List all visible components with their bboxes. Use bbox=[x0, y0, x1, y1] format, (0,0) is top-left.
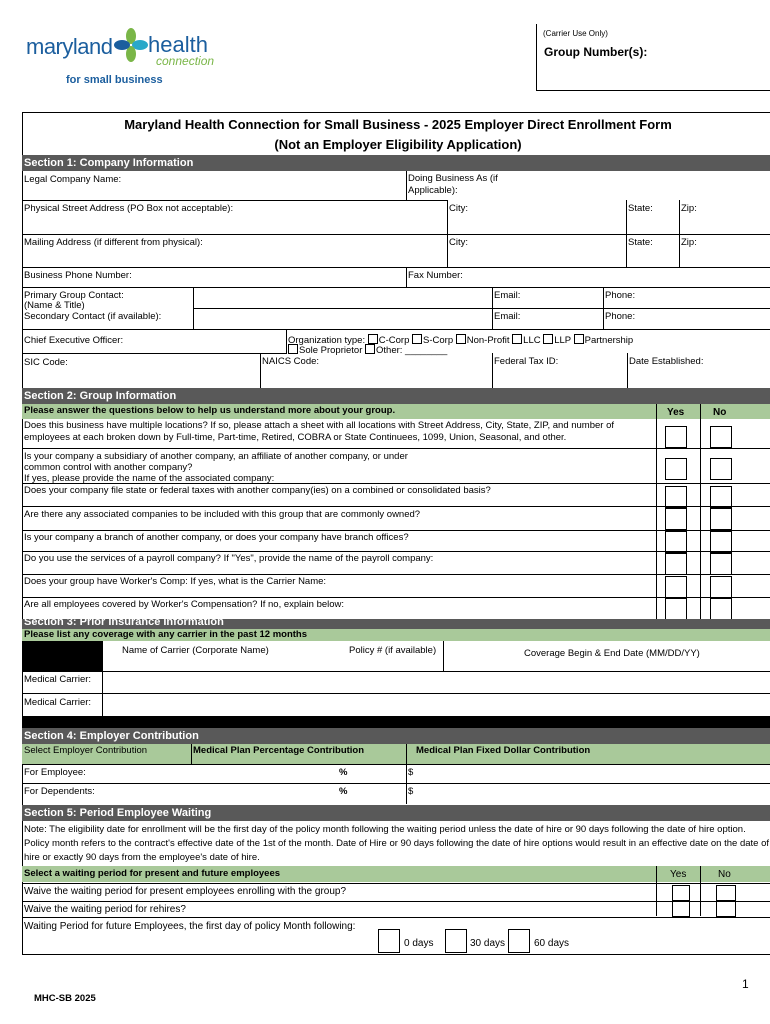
section5-heading: Section 5: Period Employee Waiting bbox=[22, 805, 770, 821]
q5-text: Is your company a branch of another company, or does your company have branch offices? bbox=[24, 532, 409, 543]
select-contribution-header: Select Employer Contribution bbox=[24, 745, 148, 756]
medical-carrier-2-label: Medical Carrier: bbox=[24, 697, 92, 708]
sixty-days-label: 60 days bbox=[534, 938, 570, 949]
section3-black-bar bbox=[22, 716, 770, 728]
q3-text: Does your company file state or federal taxes with another company(ies) on a combined or consolidated basis? bbox=[24, 485, 491, 496]
name-title-label: (Name & Title) bbox=[24, 300, 85, 311]
section3-black-cell bbox=[22, 641, 102, 671]
mailing-address-label: Mailing Address (if different from physical): bbox=[24, 237, 203, 248]
org-type-label: Organization type: bbox=[288, 335, 366, 346]
non-profit-label: Non-Profit bbox=[466, 335, 510, 346]
carrier-name-header: Name of Carrier (Corporate Name) bbox=[122, 645, 269, 656]
q7-no-checkbox[interactable] bbox=[710, 576, 732, 598]
zip-label-2: Zip: bbox=[681, 237, 697, 248]
partnership-checkbox[interactable] bbox=[574, 334, 584, 344]
group-numbers-label: Group Number(s): bbox=[544, 45, 648, 59]
q4-text: Are there any associated companies to be included with this group that are commonly owned? bbox=[24, 509, 421, 520]
employee-dollar: $ bbox=[408, 767, 414, 778]
sole-proprietor-checkbox[interactable] bbox=[288, 344, 298, 354]
for-employee-label: For Employee: bbox=[24, 767, 86, 778]
section5-instruction-text: Select a waiting period for present and future employees bbox=[24, 868, 281, 879]
section2-instruction bbox=[22, 404, 770, 419]
no-header-2: No bbox=[718, 869, 731, 880]
waive-rehires-yes-checkbox[interactable] bbox=[672, 901, 690, 917]
federal-tax-label: Federal Tax ID: bbox=[494, 356, 559, 367]
q3-yes-checkbox[interactable] bbox=[665, 486, 687, 508]
fax-label: Fax Number: bbox=[408, 270, 463, 281]
page-number: 1 bbox=[742, 977, 749, 991]
phone-label-1: Phone: bbox=[605, 290, 636, 301]
q2-yes-checkbox[interactable] bbox=[665, 458, 687, 480]
logo-maryland: maryland bbox=[26, 34, 113, 59]
q7-yes-checkbox[interactable] bbox=[665, 576, 687, 598]
non-profit-checkbox[interactable] bbox=[456, 334, 466, 344]
q4-yes-checkbox[interactable] bbox=[665, 508, 687, 530]
state-label-2: State: bbox=[628, 237, 653, 248]
c-corp-label: C-Corp bbox=[378, 335, 410, 346]
pinwheel-icon bbox=[114, 28, 148, 62]
org-type-row-2 bbox=[288, 344, 447, 356]
q2b-text: common control with another company? bbox=[24, 462, 193, 473]
c-corp-checkbox[interactable] bbox=[368, 334, 378, 344]
llp-label: LLP bbox=[554, 335, 571, 346]
fixed-dollar-header: Medical Plan Fixed Dollar Contribution bbox=[416, 745, 591, 756]
q4-no-checkbox[interactable] bbox=[710, 508, 732, 530]
sole-proprietor-label: Sole Proprietor bbox=[299, 345, 363, 356]
q6-yes-checkbox[interactable] bbox=[665, 553, 687, 575]
secondary-contact-label: Secondary Contact (if available): bbox=[24, 311, 162, 322]
waiting-note: Note: The eligibility date for enrollment will be the first day of the policy month following the waiting period unless the date of hire or 90 days following the date of hire option. Policy month refers to the contract's effective date of the 1st of the month. Date of Hire or 90 days following the date of hire options would result in an effective date on the date of hire or exactly 90 days from the employee's date of hire. bbox=[24, 824, 770, 863]
city-label-1: City: bbox=[449, 203, 468, 214]
partnership-label: Partnership bbox=[584, 335, 634, 346]
section2-instruction-text: Please answer the questions below to help us understand more about your group. bbox=[24, 405, 396, 416]
section4-heading: Section 4: Employer Contribution bbox=[22, 728, 770, 744]
q5-no-checkbox[interactable] bbox=[710, 531, 732, 553]
medical-carrier-1-label: Medical Carrier: bbox=[24, 674, 92, 685]
s-corp-checkbox[interactable] bbox=[412, 334, 422, 344]
section3-instruction bbox=[22, 629, 770, 641]
other-label: Other: ________ bbox=[376, 345, 448, 356]
logo-health: health bbox=[148, 32, 208, 57]
form-code: MHC-SB 2025 bbox=[34, 993, 96, 1004]
q8-text: Are all employees covered by Worker's Compensation? If no, explain below: bbox=[24, 599, 345, 610]
future-employees-text: Waiting Period for future Employees, the first day of policy Month following: bbox=[24, 921, 356, 932]
percentage-header: Medical Plan Percentage Contribution bbox=[193, 745, 365, 756]
employee-pct: % bbox=[339, 767, 348, 778]
physical-address-label: Physical Street Address (PO Box not acceptable): bbox=[24, 203, 234, 214]
q1-text: Does this business have multiple locations? If so, please attach a sheet with all locations with Street Address, City, State, ZIP, and number of employees at each broken down by Full-time, Part-time, Retired, COBRA or State Continuees, 1099, Union, Seasonal, and other. bbox=[24, 420, 615, 443]
ceo-label: Chief Executive Officer: bbox=[24, 335, 124, 346]
thirty-days-label: 30 days bbox=[470, 938, 506, 949]
primary-contact-label: Primary Group Contact: bbox=[24, 290, 124, 301]
s-corp-label: S-Corp bbox=[423, 335, 454, 346]
q2c-text: If yes, please provide the name of the associated company: bbox=[24, 473, 275, 484]
waive-present-text: Waive the waiting period for present employees enrolling with the group? bbox=[24, 886, 347, 897]
q3-no-checkbox[interactable] bbox=[710, 486, 732, 508]
q1-no-checkbox[interactable] bbox=[710, 426, 732, 448]
section3-heading-text: Section 3: Prior Insurance Information bbox=[24, 616, 224, 628]
section3-instruction-text: Please list any coverage with any carrier in the past 12 months bbox=[24, 629, 308, 640]
q6-text: Do you use the services of a payroll company? If "Yes", provide the name of the payroll company: bbox=[24, 553, 434, 564]
dba-label: Doing Business As (if Applicable): bbox=[408, 173, 498, 196]
section5-instruction bbox=[22, 866, 770, 882]
waive-present-yes-checkbox[interactable] bbox=[672, 885, 690, 901]
q2-no-checkbox[interactable] bbox=[710, 458, 732, 480]
zip-label-1: Zip: bbox=[681, 203, 697, 214]
form-subtitle: (Not an Employer Eligibility Application) bbox=[274, 137, 522, 152]
email-label-2: Email: bbox=[494, 311, 521, 322]
llc-label: LLC bbox=[523, 335, 541, 346]
q2a-text: Is your company a subsidiary of another company, an affiliate of another company, or under bbox=[24, 451, 408, 462]
section1-heading: Section 1: Company Information bbox=[22, 155, 770, 171]
phone-label-2: Phone: bbox=[605, 311, 636, 322]
policy-header: Policy # (if available) bbox=[349, 645, 437, 656]
coverage-header: Coverage Begin & End Date (MM/DD/YY) bbox=[524, 648, 700, 659]
dependents-pct: % bbox=[339, 786, 348, 797]
yes-header-2: Yes bbox=[670, 869, 687, 880]
logo-tagline: for small business bbox=[66, 74, 163, 86]
date-established-label: Date Established: bbox=[629, 356, 704, 367]
zero-days-checkbox[interactable] bbox=[378, 929, 400, 953]
waive-rehires-text: Waive the waiting period for rehires? bbox=[24, 904, 186, 915]
logo bbox=[22, 22, 222, 88]
form-title: Maryland Health Connection for Small Business - 2025 Employer Direct Enrollment Form bbox=[124, 117, 672, 132]
carrier-use-label: (Carrier Use Only) bbox=[543, 29, 608, 38]
waive-present-no-checkbox[interactable] bbox=[716, 885, 736, 901]
naics-label: NAICS Code: bbox=[262, 356, 320, 367]
email-label-1: Email: bbox=[494, 290, 521, 301]
q7-text: Does your group have Worker's Comp: If yes, what is the Carrier Name: bbox=[24, 576, 327, 587]
sic-label: SIC Code: bbox=[24, 357, 68, 368]
dependents-dollar: $ bbox=[408, 786, 414, 797]
section2-heading: Section 2: Group Information bbox=[22, 388, 770, 404]
business-phone-label: Business Phone Number: bbox=[24, 270, 132, 281]
yes-header-1: Yes bbox=[667, 407, 685, 418]
q8-no-checkbox[interactable] bbox=[710, 598, 732, 620]
other-checkbox[interactable] bbox=[365, 344, 375, 354]
logo-connection: connection bbox=[156, 54, 215, 68]
q8-yes-checkbox[interactable] bbox=[665, 598, 687, 620]
thirty-days-checkbox[interactable] bbox=[445, 929, 467, 953]
sixty-days-checkbox[interactable] bbox=[508, 929, 530, 953]
q5-yes-checkbox[interactable] bbox=[665, 531, 687, 553]
waive-rehires-no-checkbox[interactable] bbox=[716, 901, 736, 917]
for-dependents-label: For Dependents: bbox=[24, 786, 95, 797]
legal-name-label: Legal Company Name: bbox=[24, 174, 122, 185]
q1-yes-checkbox[interactable] bbox=[665, 426, 687, 448]
state-label-1: State: bbox=[628, 203, 653, 214]
no-header-1: No bbox=[713, 407, 727, 418]
q6-no-checkbox[interactable] bbox=[710, 553, 732, 575]
llp-checkbox[interactable] bbox=[543, 334, 553, 344]
llc-checkbox[interactable] bbox=[512, 334, 522, 344]
zero-days-label: 0 days bbox=[404, 938, 434, 949]
city-label-2: City: bbox=[449, 237, 468, 248]
